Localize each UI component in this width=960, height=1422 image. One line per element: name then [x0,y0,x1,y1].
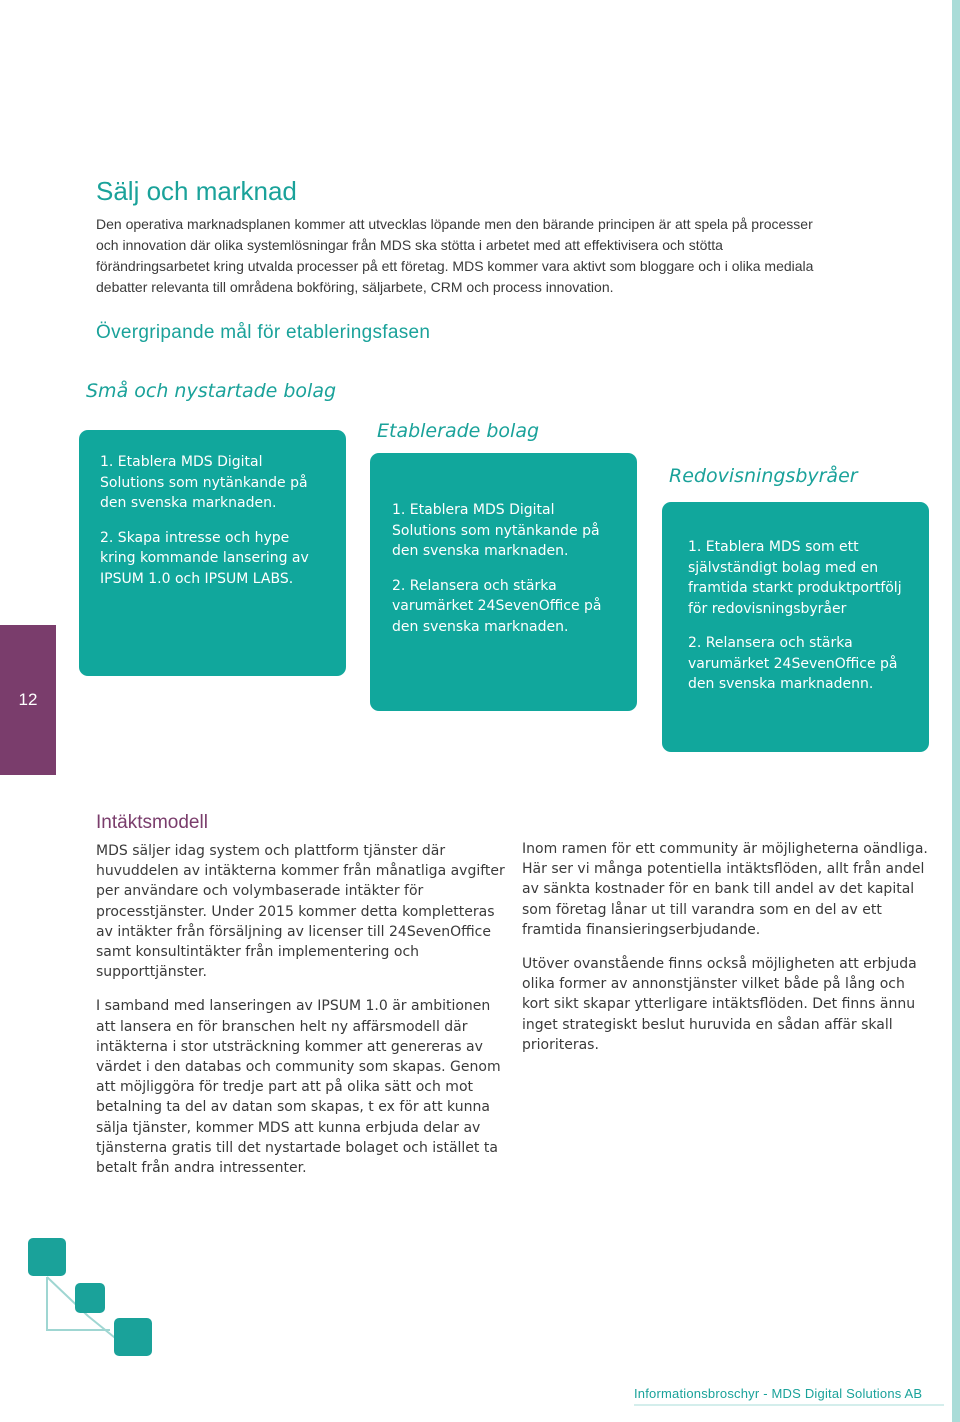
goal-box-small-companies [79,430,346,676]
footer-text: Informationsbroschyr - MDS Digital Solutions AB [634,1386,923,1401]
decorative-square [75,1283,105,1313]
goal-item: 2. Relansera och stärka varumärket 24SevenOffice på den svenska marknadenn. [688,635,898,692]
group-title-established-companies: Etablerade bolag [377,420,540,442]
goals-heading: Övergripande mål för etableringsfasen [96,322,431,343]
goal-item: 1. Etablera MDS Digital Solutions som nytänkande på den svenska marknaden. [100,454,308,511]
section-lead-paragraph: Den operativa marknadsplanen kommer att utvecklas löpande men den bärande principen är att spela på processer och innovation där olika systemlösningar från MDS ska stötta i arbetet med att effektivisera och stötta förändringsarbetet kring utvalda processer på ett företag. MDS kommer vara aktivt som bloggare och i olika mediala debatter relevanta till områdena bokföring, säljarbete, CRM och process innovation. [96,216,814,295]
right-edge-bar [952,0,960,1422]
goal-item: 2. Skapa intresse och hype kring kommande lansering av IPSUM 1.0 och IPSUM LABS. [100,529,309,587]
footer-rule [634,1404,944,1406]
decorative-square [28,1238,66,1276]
section-heading-salj: Sälj och marknad [96,176,297,206]
paragraph: MDS säljer idag system och plattform tjänster där huvuddelen av intäkterna kommer från månatliga avgifter per användare och volymbaserade intäkter för processtjänster. Under 2015 kommer detta kompletteras av intäkter från försäljning av licenser till 24SevenOffice samt konsultintäkter från implementering och supporttjänster. [96,843,505,981]
goal-item: 2. Relansera och stärka varumärket 24SevenOffice på den svenska marknaden. [392,577,602,635]
right-text-column [522,839,934,1069]
paragraph: I samband med lanseringen av IPSUM 1.0 är ambitionen att lansera en för branschen helt ny affärsmodell där intäkterna i stor utsträckning kommer att genereras av värdet i den databas och community som skapas. Genom att möjliggöra för tredje part att på olika sätt och mot betalning ta del av datan som skapas, t ex för att kunna sälja tjänster, kommer MDS att kunna erbjuda delar av tjänsterna gratis till det nystartade bolaget och istället ta betalt från andra intressenter. [96,998,501,1177]
group-title-small-companies: Små och nystartade bolag [86,380,337,402]
section-heading-intaktsmodell: Intäktsmodell [96,812,208,833]
page-number: 12 [18,690,38,709]
paragraph: Utöver ovanstående finns också möjligheten att erbjuda olika former av annonstjänster vilket både på lång och kort sikt skapar ytterligare intäktsflöden. Det finns ännu inget strategiskt beslut huruvida en sådan affär skall prioriteras. [522,956,917,1053]
group-title-accounting-firms: Redovisningsbyråer [669,465,858,487]
decorative-square [114,1318,152,1356]
goal-item: 1. Etablera MDS Digital Solutions som nytänkande på den svenska marknaden. [392,502,600,559]
goal-box-established-companies [370,453,637,711]
paragraph: Inom ramen för ett community är möjligheterna oändliga. Här ser vi många potentiella intäktsflöden, allt från andel av sänkta kostnader för en bank till andel av det kapital som företag lånar ut till varandra som en del av ett framtida finansieringserbjudande. [522,841,928,938]
left-text-column [96,841,508,1192]
goal-item: 1. Etablera MDS som ett självständigt bolag med en framtida starkt produktportfölj för redovisningsbyråer [688,539,902,617]
goal-box-accounting-firms [662,502,929,752]
